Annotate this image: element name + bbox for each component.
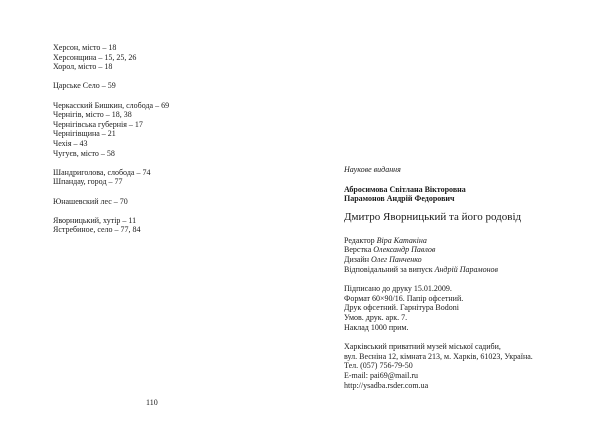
page-number: 110 (146, 398, 158, 407)
index-entry: Ястребиное, село – 77, 84 (53, 225, 141, 235)
index-entry: Чехія – 43 (53, 138, 88, 148)
index-entry: Херсон, місто – 18 (53, 43, 117, 52)
publisher-line: Тел. (057) 756-79-50 (344, 361, 413, 371)
publisher-website: http://ysadba.rsder.com.ua (344, 380, 429, 390)
index-entry: Хорол, місто – 18 (53, 62, 113, 72)
index-entry: Чернігівщина – 21 (53, 129, 116, 139)
print-info-line: Підписано до друку 15.01.2009. (344, 284, 452, 294)
index-entry: Херсонщина – 15, 25, 26 (53, 52, 137, 62)
author-name: Абросимова Світлана Вікторовна (344, 184, 466, 194)
credit-name: Віра Катакіна (376, 235, 427, 245)
print-info-line: Умов. друк. арк. 7. (344, 312, 408, 322)
credit-line (344, 245, 594, 255)
credit-line (344, 255, 594, 265)
colophon (344, 165, 594, 390)
index-entry: Чернігівська губернія – 17 (53, 119, 143, 129)
index-entry: Шпандау, город – 77 (53, 177, 123, 187)
credit-name: Олександр Павлов (373, 245, 436, 255)
publisher-line: Харківський приватний музей міської садиби, (344, 342, 501, 352)
credit-role: Верстка (344, 245, 372, 255)
credit-line (344, 265, 594, 275)
credit-name: Андрій Парамонов (434, 264, 499, 274)
book-title: Дмитро Яворницький та його родовід (344, 210, 522, 223)
index-entry: Царське Село – 59 (53, 81, 116, 91)
geographic-index (53, 43, 288, 235)
publisher-line: вул. Весніна 12, кімната 213, м. Харків, 61023, Україна. (344, 351, 533, 361)
index-entry: Черкасский Бишкин, слобода – 69 (53, 100, 170, 110)
index-entry: Чернігів, місто – 18, 38 (53, 110, 132, 120)
publisher-email: E-mail: pai69@mail.ru (344, 370, 419, 380)
credit-line (344, 236, 594, 246)
author-name: Парамонов Андрій Федорович (344, 194, 455, 204)
credit-role: Дизайн (344, 254, 370, 264)
credit-role: Відповідальний за випуск (344, 264, 433, 274)
index-entry: Юнашевский лес – 70 (53, 196, 128, 206)
index-entry: Шандриголова, слобода – 74 (53, 167, 151, 177)
print-info-line: Наклад 1000 прим. (344, 322, 409, 332)
edition-type: Наукове видання (344, 165, 401, 174)
print-info-line: Друк офсетний. Гарнітура Bodoni (344, 303, 459, 313)
right-page (300, 0, 600, 435)
credit-name: Олег Панченко (371, 254, 422, 264)
print-info-line: Формат 60×90/16. Папір офсетний. (344, 293, 464, 303)
index-entry: Яворницький, хутір – 11 (53, 215, 137, 225)
index-entry: Чугуєв, місто – 58 (53, 148, 115, 158)
credit-role: Редактор (344, 235, 375, 245)
